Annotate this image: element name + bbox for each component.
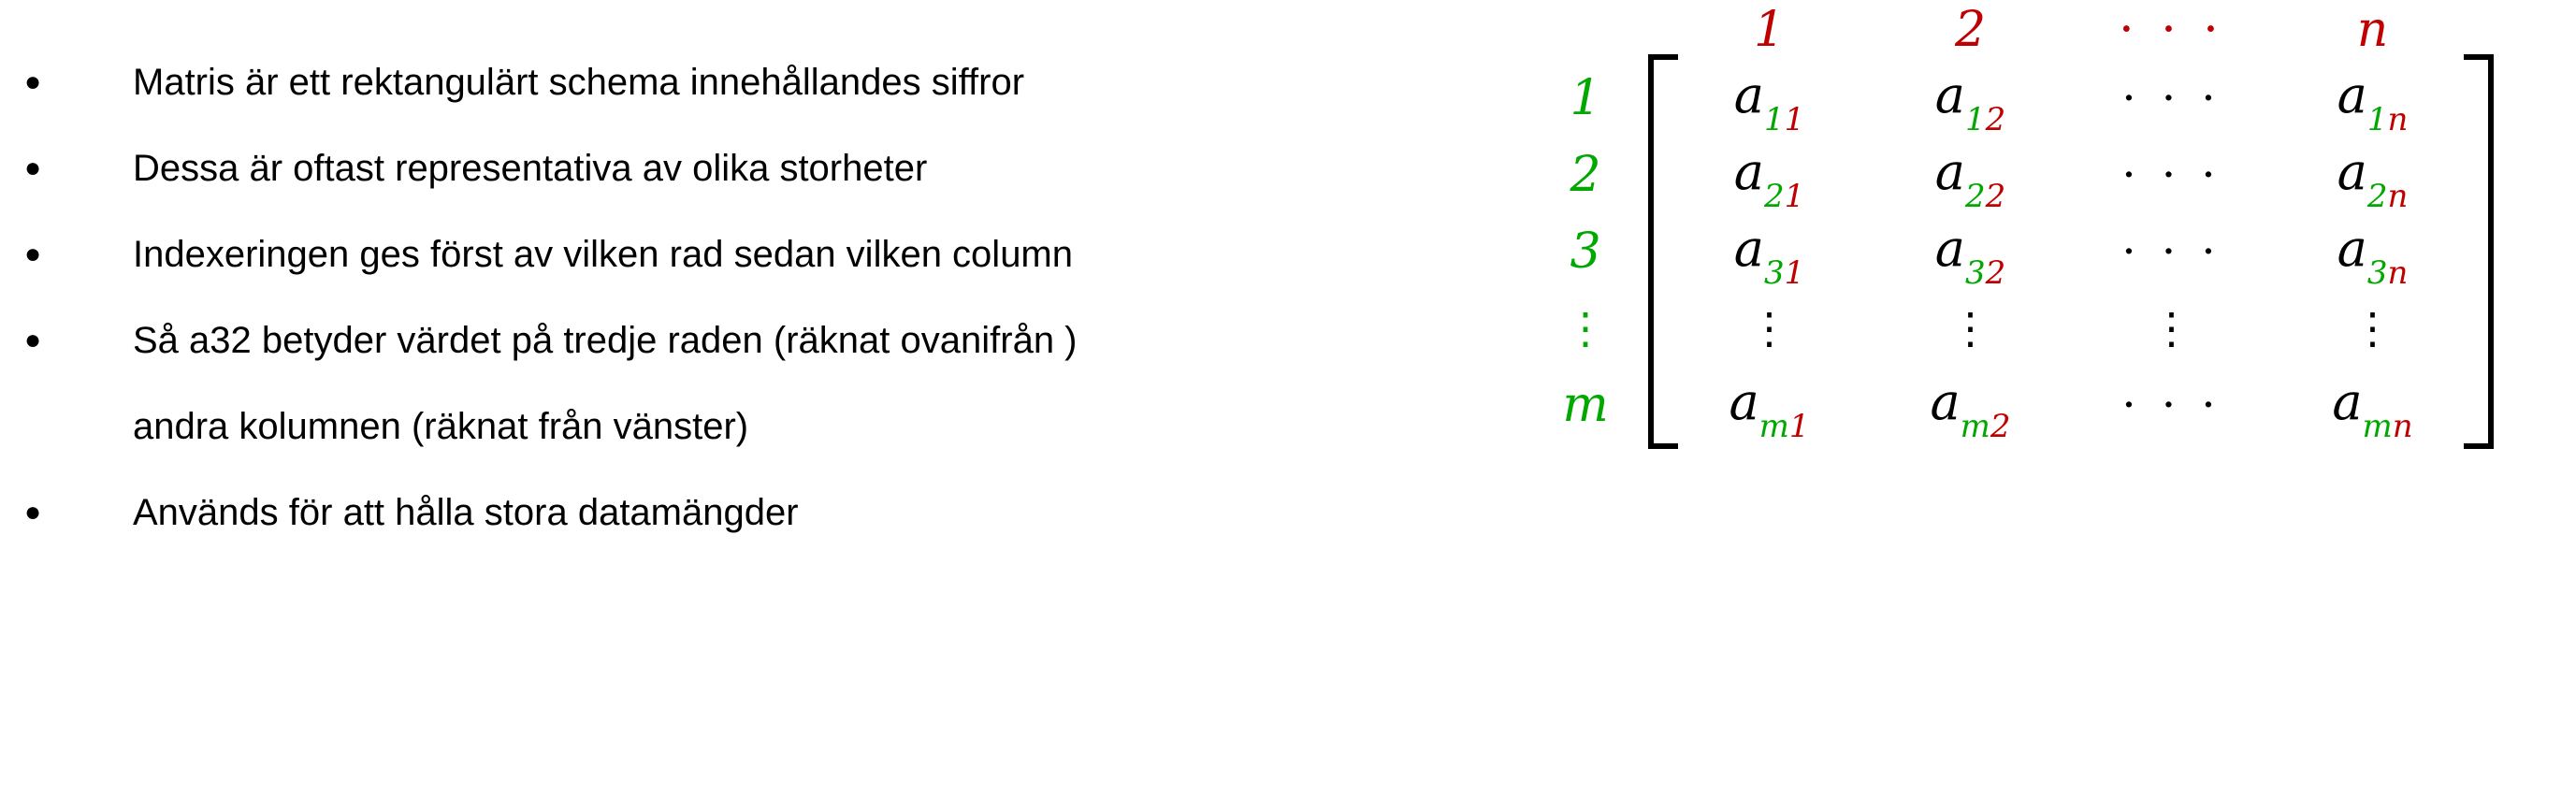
matrix-cell-row3-ellipsis: · · ·: [2121, 225, 2221, 278]
matrix-cell-a21: $a_{21}$: [1733, 141, 1805, 216]
list-item: [0, 314, 1534, 367]
matrix-cell-col2-ellipsis: ⋮: [1948, 303, 1992, 354]
row-label-2: 2: [1570, 147, 1601, 203]
bullet-marker-icon: ●: [23, 497, 42, 528]
matrix-cell-am1: $a_{m1}$: [1729, 371, 1810, 446]
matrix-cell-a3n: $a_{3n}$: [2337, 218, 2409, 293]
list-item: [0, 142, 1534, 195]
list-item-label: Dessa är oftast representativa av olika storheter: [133, 148, 928, 189]
matrix-row: [1543, 367, 2497, 443]
matrix-cell-am2: $a_{m2}$: [1930, 371, 2011, 446]
matrix-cell-coln-ellipsis: ⋮: [2351, 303, 2395, 354]
row-label-1: 1: [1570, 70, 1601, 126]
matrix-cell-a1n: $a_{1n}$: [2337, 65, 2409, 139]
matrix-cell-col1-ellipsis: ⋮: [1747, 303, 1791, 354]
row-label-m: m: [1562, 377, 1609, 433]
bullet-marker-icon: ●: [23, 66, 42, 97]
list-item-label: Används för att hålla stora datamängder: [133, 492, 799, 533]
matrix-column-header-row: [1543, 0, 2497, 60]
bullet-marker-icon: ●: [23, 239, 42, 269]
column-header-ellipsis: · · ·: [2119, 2, 2224, 58]
corner-spacer: [1543, 0, 1644, 60]
bullet-marker-icon: ●: [23, 152, 42, 183]
bullet-marker-icon: ●: [23, 325, 42, 355]
list-item: [0, 486, 1534, 539]
matrix-cell-a31: $a_{31}$: [1733, 218, 1805, 293]
matrix-cell-a12: $a_{12}$: [1934, 65, 2006, 139]
matrix-row: [1543, 213, 2497, 290]
bracket-spacer-left: [1644, 0, 1669, 60]
matrix-table: [1543, 0, 2497, 446]
list-item: [0, 228, 1534, 281]
matrix-cell-row2-ellipsis: · · ·: [2121, 149, 2221, 201]
matrix-row: [1543, 60, 2497, 137]
column-header-n: n: [2356, 2, 2389, 58]
matrix-cell-a11: $a_{11}$: [1733, 65, 1805, 139]
bullet-list: [0, 56, 1534, 572]
matrix-cell-a2n: $a_{2n}$: [2337, 141, 2409, 216]
matrix-row: [1543, 137, 2497, 213]
list-item-label: andra kolumnen (räknat från vänster): [133, 406, 749, 447]
bracket-spacer-right: [2473, 0, 2497, 60]
matrix-cell-rowm-ellipsis: · · ·: [2121, 379, 2221, 431]
row-label-3: 3: [1570, 224, 1601, 280]
matrix-row: [1543, 290, 2497, 367]
matrix-cell-a32: $a_{32}$: [1934, 218, 2006, 293]
list-item-label: Matris är ett rektangulärt schema innehållandes siffror: [133, 62, 1025, 103]
matrix-cell-amn: $a_{mn}$: [2332, 371, 2413, 446]
matrix-cell-a22: $a_{22}$: [1934, 141, 2006, 216]
left-bracket-icon: [1644, 60, 1669, 443]
matrix-cell-row1-ellipsis: · · ·: [2121, 72, 2221, 124]
column-header-2: 2: [1954, 2, 1987, 58]
list-item-label: Så a32 betyder värdet på tredje raden (räknat ovanifrån ): [133, 320, 1078, 361]
list-item: [0, 56, 1534, 108]
list-item-continuation: [0, 400, 1534, 453]
matrix-cell-mid-ellipsis: ⋮: [2149, 303, 2193, 354]
row-label-ellipsis: ⋮: [1564, 303, 1607, 354]
list-item-label: Indexeringen ges först av vilken rad sedan vilken column: [133, 234, 1073, 275]
right-bracket-icon: [2473, 60, 2497, 443]
matrix-figure: [1543, 0, 2535, 655]
column-header-1: 1: [1753, 2, 1786, 58]
